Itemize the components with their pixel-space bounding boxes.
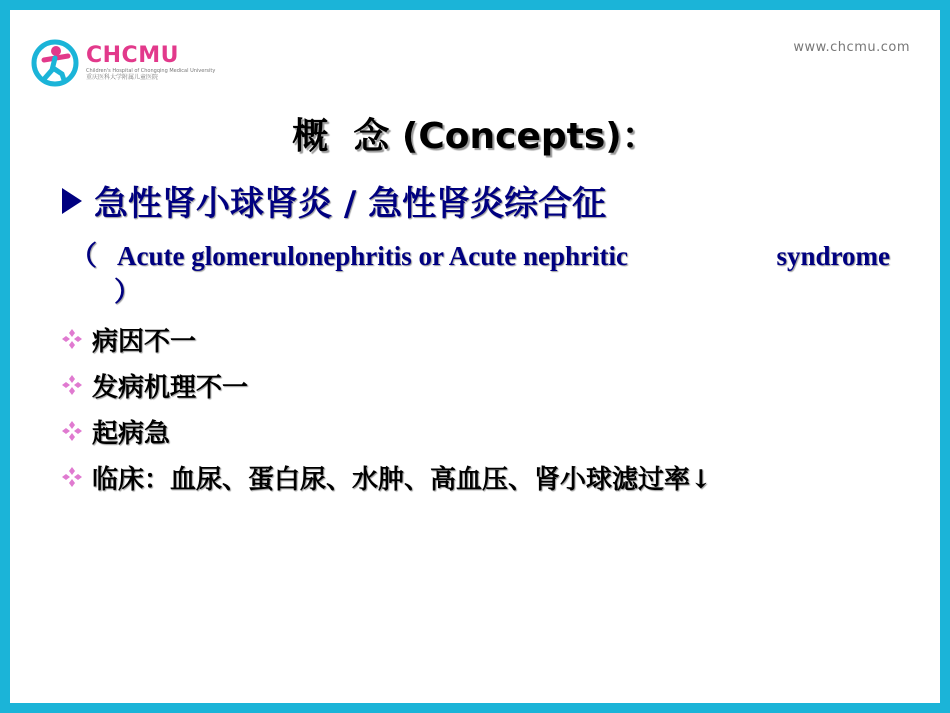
- hospital-logo: [30, 38, 215, 88]
- diamond-cluster-icon: [60, 419, 84, 443]
- site-url: www.chcmu.com: [793, 40, 910, 55]
- logo-subtitle-en: Children's Hospital of Chongqing Medical University: [86, 68, 216, 74]
- open-paren: （: [70, 241, 97, 271]
- list-item: [60, 316, 712, 362]
- logo-name: CHCMU: [86, 43, 179, 68]
- child-figure-logo-icon: [30, 38, 80, 88]
- list-item: [60, 454, 712, 500]
- close-paren: ）: [114, 277, 141, 307]
- subtitle-text: 急性肾小球肾炎 / 急性肾炎综合征: [94, 184, 607, 224]
- logo-subtitle-cn: 重庆医科大学附属儿童医院: [86, 74, 159, 81]
- diamond-cluster-icon: [60, 465, 84, 489]
- arrow-right-icon: [62, 188, 82, 214]
- english-term-words: Acute glomerulonephritis or Acute nephritic: [117, 241, 628, 271]
- list-item-text: 起病急: [92, 418, 171, 449]
- list-item: [60, 408, 712, 454]
- list-item: [60, 362, 712, 408]
- logo-text: [86, 44, 215, 82]
- slide-title: 概 念 (Concepts)：: [292, 116, 658, 157]
- list-item-text: 发病机理不一: [92, 372, 249, 403]
- slide: [10, 10, 940, 703]
- slide-subtitle: [62, 176, 606, 225]
- list-item-text: 病因不一: [92, 326, 197, 357]
- english-term: [70, 238, 890, 310]
- bullet-list: [60, 316, 712, 500]
- diamond-cluster-icon: [60, 327, 84, 351]
- list-item-text: 临床：血尿、蛋白尿、水肿、高血压、肾小球滤过率↓: [92, 464, 712, 495]
- english-term-last: syndrome: [776, 241, 890, 271]
- diamond-cluster-icon: [60, 373, 84, 397]
